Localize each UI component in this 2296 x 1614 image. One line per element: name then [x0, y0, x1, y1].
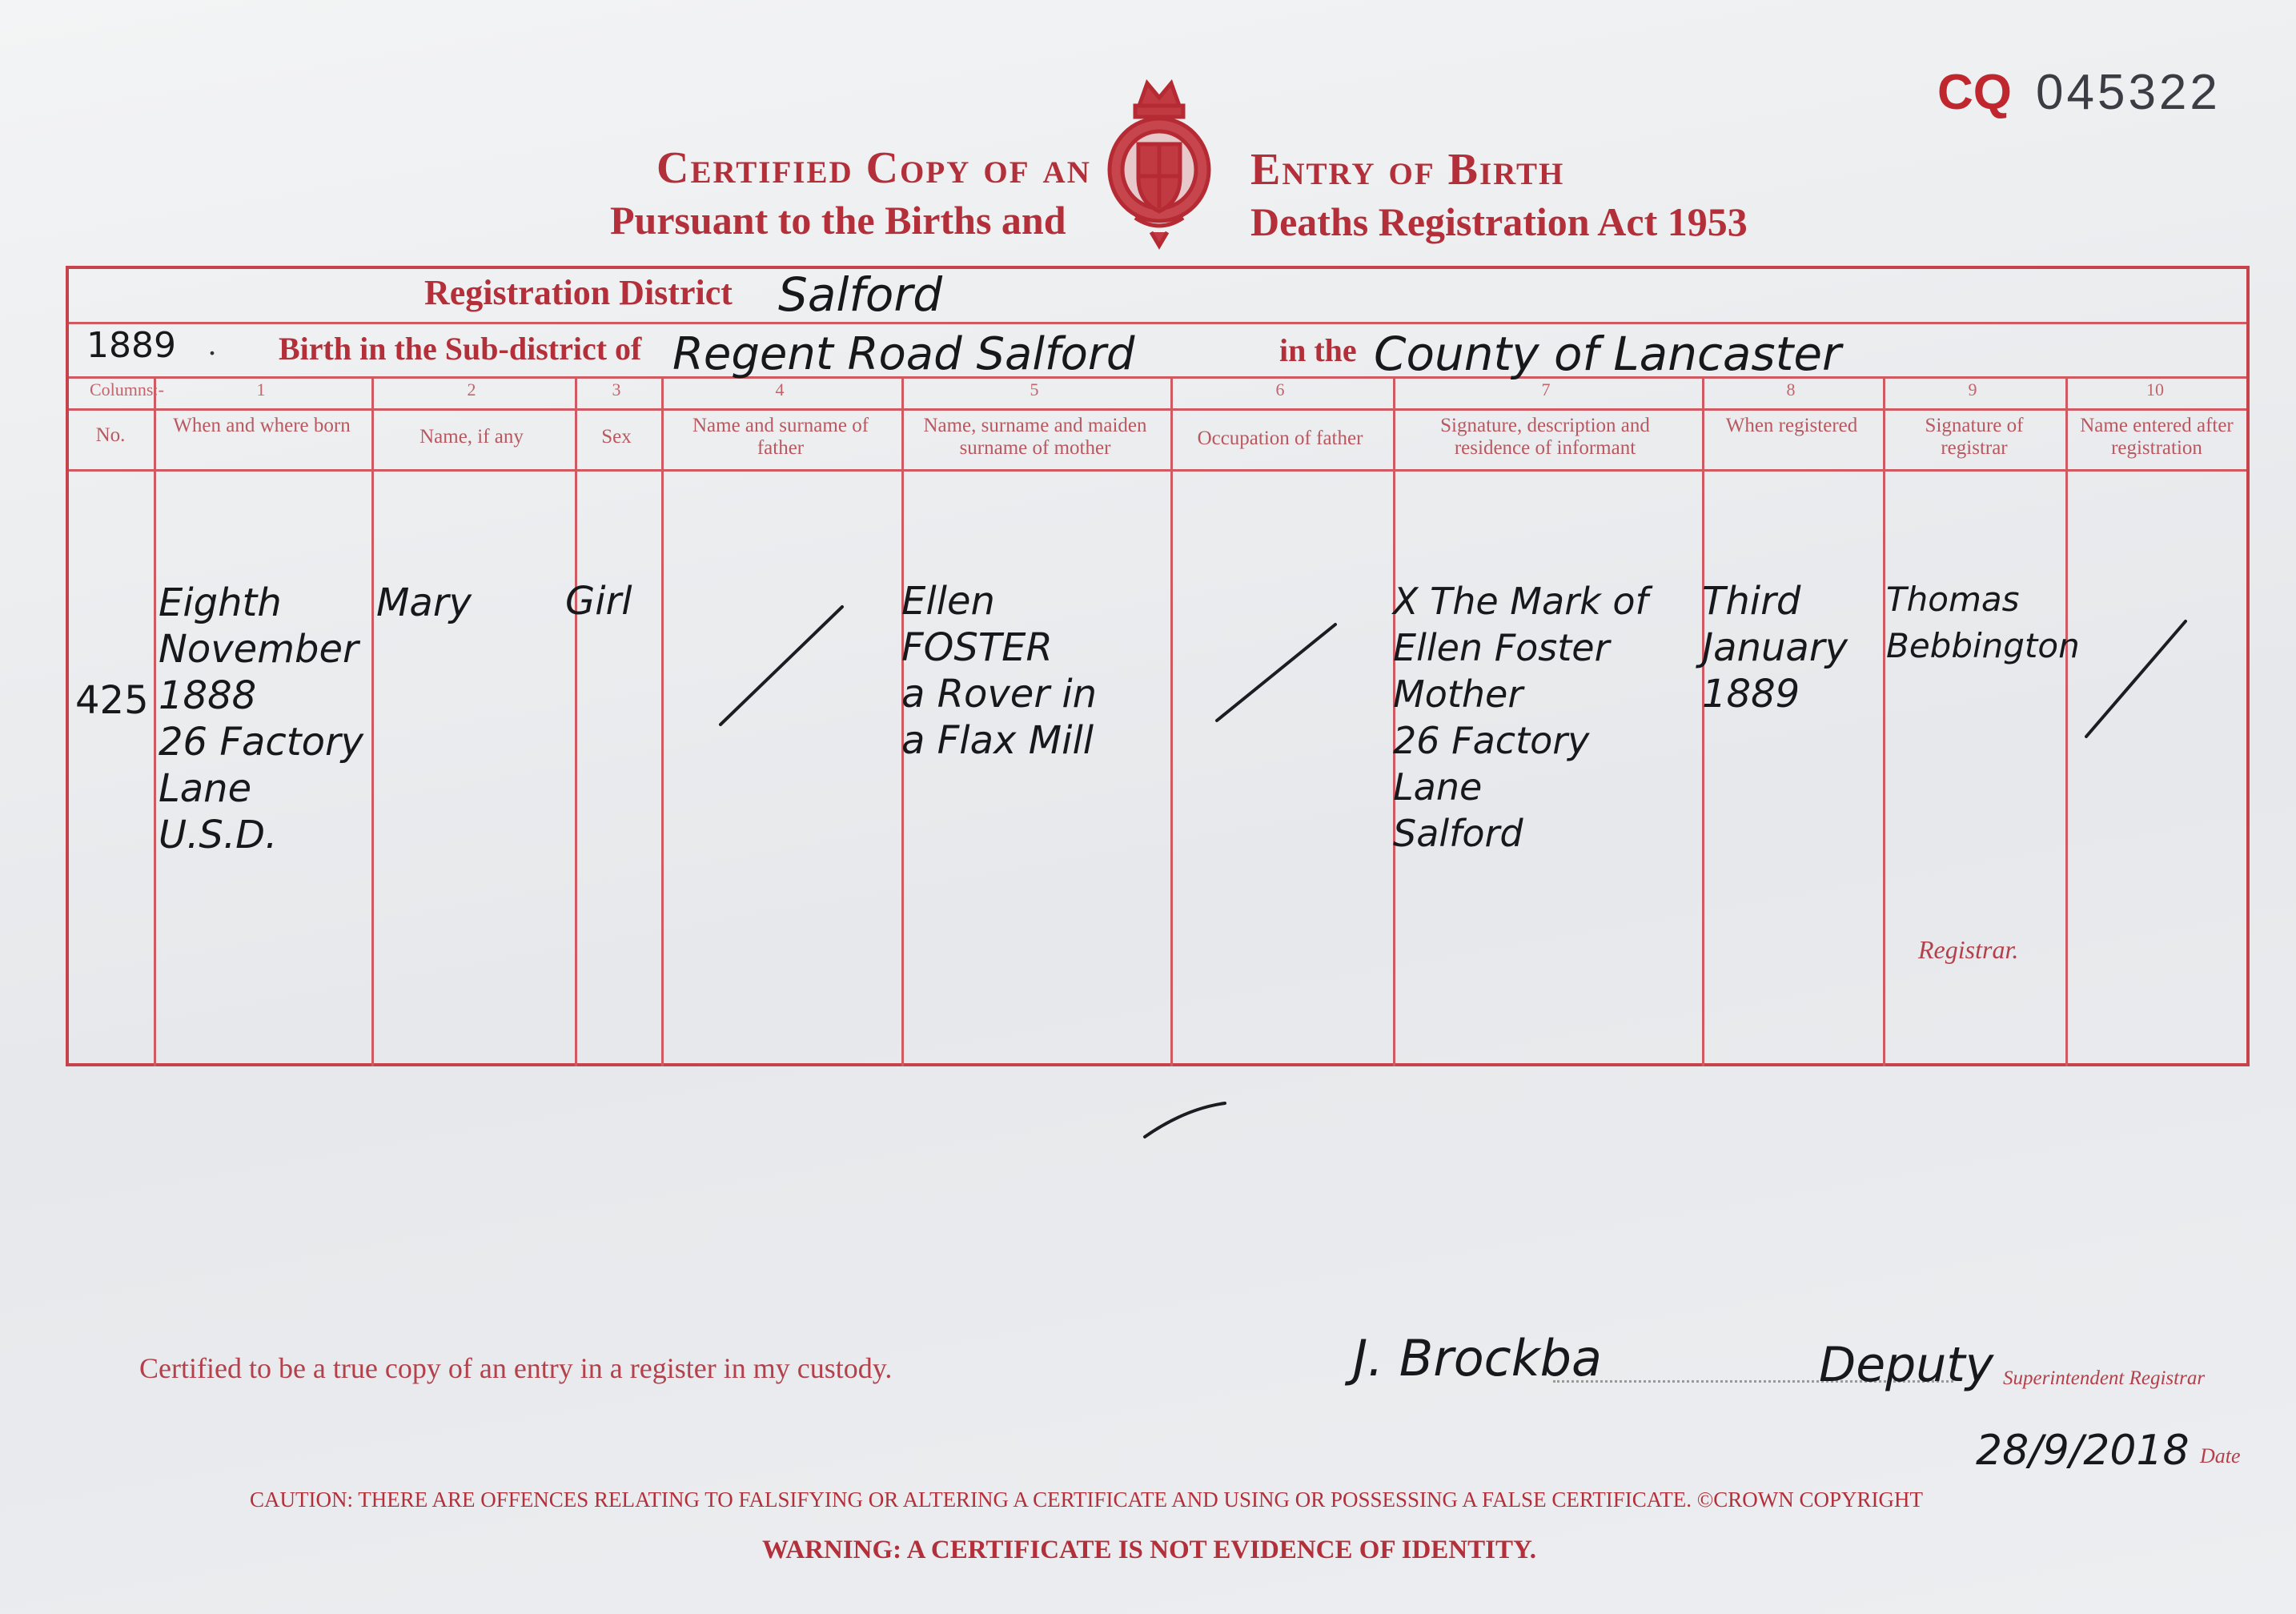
father-dash	[721, 607, 842, 725]
column-number: 10	[2146, 379, 2164, 399]
certified-statement: Certified to be a true copy of an entry in a register in my custody.	[139, 1352, 893, 1384]
column-header: When and where born	[173, 415, 351, 436]
column-header: Sex	[601, 426, 632, 448]
district-value: Salford	[778, 267, 943, 322]
deputy-signature: Deputy	[1819, 1337, 1994, 1393]
column-header: When registered	[1725, 415, 1858, 436]
entry-informant: X The Mark of Ellen Foster Mother 26 Factory Lane Salford	[1393, 580, 1648, 855]
column-header: Signature, description and residence of informant	[1440, 415, 1650, 459]
column-header: Name entered after registration	[2080, 415, 2234, 459]
caution-text: CAUTION: THERE ARE OFFENCES RELATING TO FALSIFYING OR ALTERING A CERTIFICATE AND USING OR POSSESSING A FALSE CERTIFICATE. ©CROWN COPYRIGHT	[250, 1488, 1923, 1512]
subdistrict-label: Birth in the Sub-district of	[279, 331, 642, 367]
column-number: 8	[1786, 379, 1796, 399]
column-number: 9	[1968, 379, 1977, 399]
stray-dash	[1145, 1103, 1225, 1137]
title-left-line1: Certified Copy of an	[656, 143, 1091, 193]
column-number: 1	[256, 379, 266, 399]
county-label: in the	[1279, 332, 1357, 368]
district-label: Registration District	[424, 273, 733, 312]
name-after-dash	[2086, 621, 2186, 737]
title-right-line2: Deaths Registration Act 1953	[1250, 199, 1748, 244]
certificate-date: 28/9/2018	[1976, 1427, 2190, 1475]
entry-when-registered: Third January 1889	[1702, 579, 1848, 717]
entry-mother: Ellen FOSTER a Rover in a Flax Mill	[901, 579, 1098, 763]
year-dot: .	[208, 326, 216, 362]
column-number: 5	[1030, 379, 1039, 399]
subdistrict-value: Regent Road Salford	[672, 328, 1135, 380]
serial-digits: 045322	[2036, 65, 2221, 120]
entry-name: Mary	[376, 580, 472, 625]
certifier-signature: J. Brockba	[1353, 1329, 1602, 1387]
entry-sex: Girl	[565, 579, 632, 624]
entry-number: 425	[75, 678, 149, 723]
column-header: Name and surname of father	[692, 415, 869, 459]
column-number: 4	[775, 379, 785, 399]
registration-year: 1889	[86, 325, 176, 366]
column-header: Name, surname and maiden surname of mother	[923, 415, 1147, 459]
column-header: Name, if any	[419, 426, 524, 448]
title-left-line2: Pursuant to the Births and	[610, 198, 1066, 243]
column-header: Signature of registrar	[1925, 415, 2024, 459]
column-number: 7	[1541, 379, 1551, 399]
warning-text: WARNING: A CERTIFICATE IS NOT EVIDENCE OF IDENTITY.	[762, 1536, 1537, 1564]
title-right-line1: Entry of Birth	[1250, 145, 1565, 195]
county-value: County of Lancaster	[1374, 327, 1841, 381]
columns-label: Columns:-	[90, 379, 164, 399]
column-number: 6	[1275, 379, 1285, 399]
occupation-dash	[1217, 624, 1335, 721]
registrar-label: Registrar.	[1918, 935, 2019, 964]
column-header: No.	[95, 424, 126, 446]
superintendent-label: Superintendent Registrar	[2003, 1367, 2206, 1389]
column-number: 2	[467, 379, 476, 399]
serial-prefix: CQ	[1937, 65, 2012, 120]
entry-when-where-born: Eighth November 1888 26 Factory Lane U.S.D.	[159, 580, 364, 857]
date-label: Date	[2200, 1444, 2241, 1467]
entry-registrar-signature: Thomas Bebbington	[1886, 580, 2080, 665]
column-number: 3	[612, 379, 621, 399]
column-header: Occupation of father	[1197, 428, 1363, 449]
